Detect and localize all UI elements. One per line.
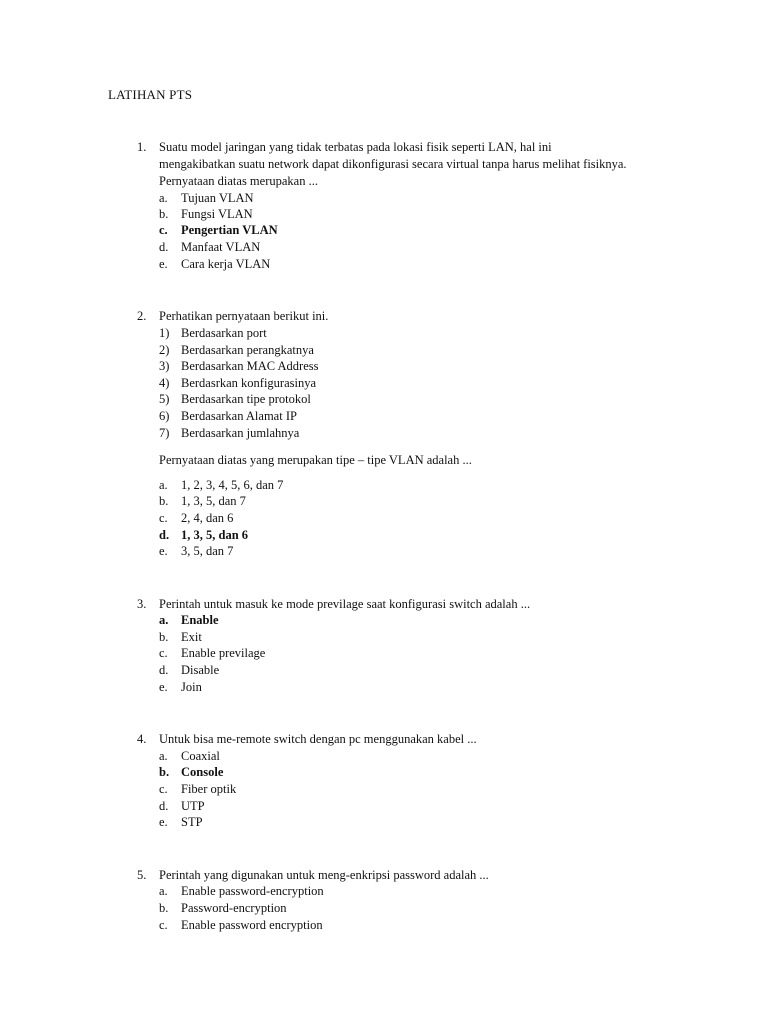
option-text: Enable previlage [181,646,266,660]
option-mark: a. [159,884,168,898]
statement-mark: 6) [159,409,170,423]
option-text: Enable password-encryption [181,884,324,898]
statement-mark: 1) [159,326,170,340]
statement-text: Berdasarkan perangkatnya [181,343,314,357]
document-title: LATIHAN PTS [108,87,193,102]
question-number: 3. [137,597,147,611]
option-text: 1, 3, 5, dan 7 [181,494,246,508]
statement-text: Berdasarkan tipe protokol [181,392,311,406]
option-text-answer: Enable [181,613,219,627]
statement-mark: 4) [159,376,170,390]
option-mark-answer: a. [159,613,169,627]
option-text: UTP [181,799,205,813]
option-text-answer: 1, 3, 5, dan 6 [181,528,249,542]
statement-text: Berdasrkan konfigurasinya [181,376,317,390]
option-text: 2, 4, dan 6 [181,511,234,525]
option-text: Fiber optik [181,782,237,796]
option-mark-answer: d. [159,528,170,542]
option-mark-answer: b. [159,765,170,779]
option-text: Fungsi VLAN [181,207,253,221]
question-number: 4. [137,732,147,746]
option-text-answer: Pengertian VLAN [181,223,278,237]
option-text: STP [181,815,203,829]
option-mark: d. [159,799,169,813]
statement-mark: 5) [159,392,170,406]
option-mark: a. [159,191,168,205]
statement-text: Berdasarkan port [181,326,267,340]
question-text-line: Perintah yang digunakan untuk meng-enkripsi password adalah ... [159,868,489,882]
option-text: 3, 5, dan 7 [181,544,234,558]
question-text-line: Pernyataan diatas merupakan ... [159,174,318,188]
option-text: Tujuan VLAN [181,191,254,205]
question-text-line: Perhatikan pernyataan berikut ini. [159,309,329,323]
option-text-answer: Console [181,765,224,779]
question-number: 5. [137,868,147,882]
statement-mark: 7) [159,426,170,440]
option-mark: b. [159,901,169,915]
option-mark: b. [159,630,169,644]
option-text: Password-encryption [181,901,287,915]
option-mark: c. [159,782,168,796]
option-mark: e. [159,544,168,558]
option-text: 1, 2, 3, 4, 5, 6, dan 7 [181,478,284,492]
statement-text: Berdasarkan MAC Address [181,359,319,373]
option-mark: c. [159,918,168,932]
option-mark: e. [159,680,168,694]
question-number: 2. [137,309,147,323]
question-text-line: Suatu model jaringan yang tidak terbatas pada lokasi fisik seperti LAN, hal ini [159,140,552,154]
option-mark: a. [159,749,168,763]
option-mark: b. [159,494,169,508]
statement-text: Berdasarkan jumlahnya [181,426,300,440]
option-text: Exit [181,630,202,644]
statement-mark: 2) [159,343,170,357]
option-text: Enable password encryption [181,918,323,932]
option-mark: e. [159,257,168,271]
question-number: 1. [137,140,147,154]
option-mark: a. [159,478,168,492]
option-text: Manfaat VLAN [181,240,261,254]
option-text: Disable [181,663,220,677]
option-text: Join [181,680,202,694]
option-mark: c. [159,646,168,660]
option-mark-answer: c. [159,223,168,237]
option-mark: e. [159,815,168,829]
statement-mark: 3) [159,359,170,373]
question-text-line: Untuk bisa me-remote switch dengan pc menggunakan kabel ... [159,732,477,746]
option-mark: c. [159,511,168,525]
question-text-line: Pernyataan diatas yang merupakan tipe – tipe VLAN adalah ... [159,453,472,467]
question-text-line: Perintah untuk masuk ke mode previlage saat konfigurasi switch adalah ... [159,597,531,611]
option-text: Cara kerja VLAN [181,257,271,271]
option-mark: b. [159,207,169,221]
statement-text: Berdasarkan Alamat IP [181,409,297,423]
option-mark: d. [159,663,169,677]
option-text: Coaxial [181,749,220,763]
question-text-line: mengakibatkan suatu network dapat dikonfigurasi secara virtual tanpa harus melihat fisiknya. [159,157,627,171]
option-mark: d. [159,240,169,254]
